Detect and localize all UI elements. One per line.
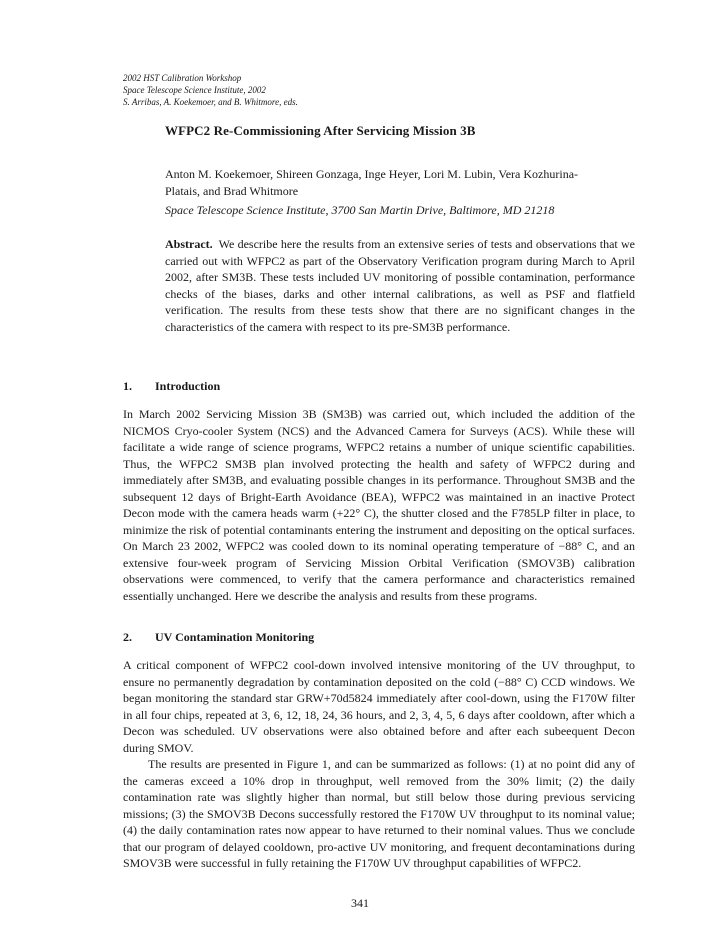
abstract-text: We describe here the results from an extensive series of tests and observations that we carried out with WFPC2 as part of the Observatory Verification program during March to April 2002, after SM3B. These tests included UV monitoring of possible contamination, performance checks of the biases, darks and other internal calibrations, as well as PSF and flatfield verification. The results from these tests show that there are no significant changes in the characteristics of the camera with respect to its pre-SM3B performance. — [165, 237, 635, 334]
section-number: 2. — [123, 630, 132, 644]
header-line-3: S. Arribas, A. Koekemoer, and B. Whitmore, eds. — [123, 97, 298, 107]
header-line-1: 2002 HST Calibration Workshop — [123, 73, 242, 83]
page-number: 341 — [351, 896, 369, 910]
abstract — [165, 236, 635, 335]
proceedings-header — [123, 72, 298, 108]
section-heading-uv-contamination — [123, 630, 314, 645]
paper-title: WFPC2 Re-Commissioning After Servicing Mission 3B — [165, 123, 476, 138]
section-heading-introduction — [123, 379, 220, 394]
author-list: Anton M. Koekemoer, Shireen Gonzaga, Inge Heyer, Lori M. Lubin, Vera Kozhurina-Platais, and Brad Whitmore — [165, 167, 579, 198]
section-number: 1. — [123, 379, 132, 393]
header-line-2: Space Telescope Science Institute, 2002 — [123, 85, 266, 95]
section-title: Introduction — [155, 379, 221, 393]
section-title: UV Contamination Monitoring — [155, 630, 315, 644]
paragraph: In March 2002 Servicing Mission 3B (SM3B) was carried out, which included the addition of the NICMOS Cryo-cooler System (NCS) and the Advanced Camera for Surveys (ACS). While these will facilitate a wide range of science programs, WFPC2 retains a number of unique scientific capabilities. Thus, the WFPC2 SM3B plan involved protecting the health and safety of WFPC2 during and immediately after SM3B, and evaluating possible changes in its performance. Throughout SM3B and the subsequent 12 days of Bright-Earth Avoidance (BEA), WFPC2 was maintained in an inactive Protect Decon mode with the camera heads warm (+22° C), the shutter closed and the F785LP filter in place, to minimize the risk of potential contaminants entering the instrument and depositing on the optical surfaces. On March 23 2002, WFPC2 was cooled down to its nominal operating temperature of −88° C, and an extensive four-week program of Servicing Mission Orbital Verification (SMOV3B) calibration observations were commenced, to verify that the camera performance and characteristics remained essentially unchanged. Here we describe the analysis and results from these programs. — [123, 407, 635, 603]
abstract-label: Abstract. — [165, 237, 213, 251]
paragraph: A critical component of WFPC2 cool-down involved intensive monitoring of the UV throughput, to ensure no permanently degradation by contamination deposited on the cold (−88° C) CCD windows. We began monitoring the standard star GRW+70d5824 immediately after cool-down, using the F170W filter in all four chips, repeated at 3, 6, 12, 18, 24, 36 hours, and 2, 3, 4, 5, 6 days after cooldown, after which a Decon was scheduled. UV observations were also obtained before and after each subeequent Decon during SMOV. — [123, 658, 635, 755]
introduction-body — [123, 406, 635, 604]
affiliation: Space Telescope Science Institute, 3700 San Martin Drive, Baltimore, MD 21218 — [165, 203, 555, 217]
paragraph: The results are presented in Figure 1, and can be summarized as follows: (1) at no point did any of the cameras exceed a 10% drop in throughput, well removed from the 30% limit; (2) the daily contamination rate was slightly higher than normal, but still below those during previous servicing missions; (3) the SMOV3B Decons successfully restored the F170W UV throughput to its nominal value; (4) the daily contamination rates now appear to have returned to their nominal values. Thus we conclude that our program of delayed cooldown, pro-active UV monitoring, and frequent decontaminations during SMOV3B were successful in fully retaining the F170W UV throughput capabilities of WFPC2. — [123, 757, 635, 870]
uv-monitoring-body — [123, 657, 635, 756]
uv-results-body — [123, 756, 635, 872]
